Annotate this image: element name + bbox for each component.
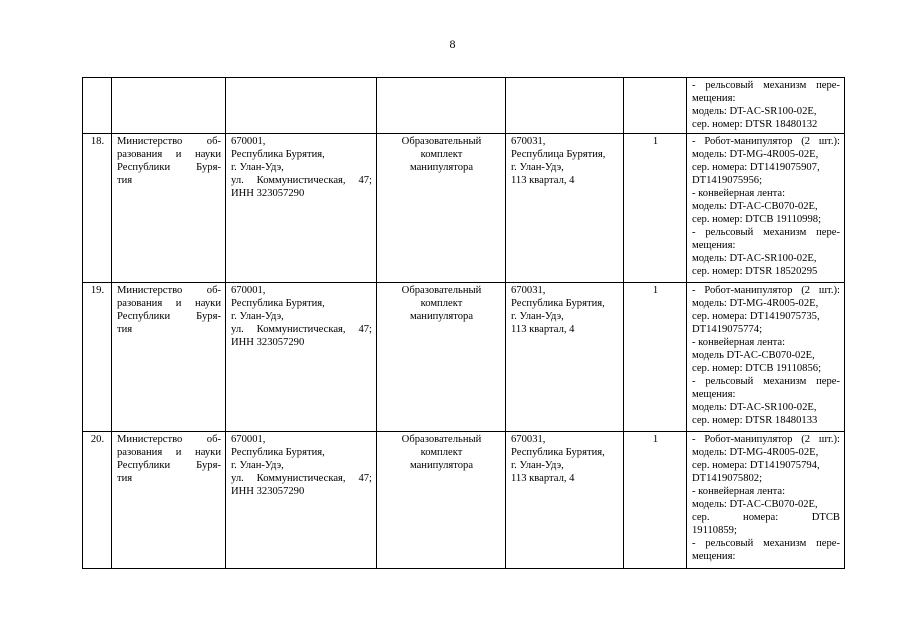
loc-line: г. Улан-Удэ, xyxy=(511,162,564,173)
loc-line: 670031, xyxy=(511,434,546,445)
item-line: комплект xyxy=(420,447,463,458)
desc-line: сер. номера: DT1419075794, xyxy=(692,460,820,471)
desc-line: мещения: xyxy=(692,551,736,562)
org-cell xyxy=(112,432,226,569)
org-line: тия xyxy=(117,175,133,186)
registry-table xyxy=(82,77,845,569)
item-line: манипулятора xyxy=(409,311,474,322)
desc-line: модель: DT-MG-4R005-02E, xyxy=(692,447,819,458)
desc-cell xyxy=(687,432,845,569)
desc-line: мещения: xyxy=(692,389,736,400)
org-line: тия xyxy=(117,324,133,335)
addr-line: ИНН 323057290 xyxy=(231,337,305,348)
desc-line: мещения: xyxy=(692,240,736,251)
desc-line: - рельсовый механизм пере- xyxy=(692,80,840,91)
row-number: 18. xyxy=(83,134,112,283)
row-number: 19. xyxy=(83,283,112,432)
desc-line: модель: DT-MG-4R005-02E, xyxy=(692,298,819,309)
org-line: Республики Буря- xyxy=(117,311,221,322)
org-line: тия xyxy=(117,473,133,484)
desc-line: модель: DT-AC-SR100-02E, xyxy=(692,402,817,413)
desc-line: мещения: xyxy=(692,93,736,104)
loc-line: 113 квартал, 4 xyxy=(511,473,575,484)
qty-cell: 1 xyxy=(624,134,687,283)
loc-cell xyxy=(506,134,624,283)
desc-line: модель: DT-AC-SR100-02E, xyxy=(692,106,817,117)
loc-line: г. Улан-Удэ, xyxy=(511,311,564,322)
desc-line: модель: DT-AC-SR100-02E, xyxy=(692,253,817,264)
addr-line: ИНН 323057290 xyxy=(231,486,305,497)
page-number: 8 xyxy=(449,37,456,51)
desc-line: сер. номер: DTSR 18480132 xyxy=(692,119,818,130)
desc-line: модель: DT-MG-4R005-02E, xyxy=(692,149,819,160)
desc-line: - рельсовый механизм пере- xyxy=(692,227,840,238)
item-cell xyxy=(377,134,506,283)
item-line: Образовательный xyxy=(401,136,482,147)
desc-line: сер. номер: DTCB 19110856; xyxy=(692,363,822,374)
item-line: Образовательный xyxy=(401,434,482,445)
org-cell xyxy=(112,78,226,134)
desc-line: DT1419075774; xyxy=(692,324,763,335)
addr-line: Республика Бурятия, xyxy=(231,298,325,309)
desc-line: сер. номер: DTCB 19110998; xyxy=(692,214,822,225)
addr-cell xyxy=(226,432,377,569)
loc-line: 670031, xyxy=(511,285,546,296)
item-line: манипулятора xyxy=(409,162,474,173)
desc-line: DT1419075802; xyxy=(692,473,763,484)
item-cell xyxy=(377,432,506,569)
addr-cell xyxy=(226,134,377,283)
org-line: Министерство об- xyxy=(117,285,221,296)
item-line: комплект xyxy=(420,298,463,309)
item-line: Образовательный xyxy=(401,285,482,296)
row-number: 20. xyxy=(83,432,112,569)
desc-line: - конвейерная лента: xyxy=(692,188,786,199)
desc-line: сер. номер: DTSR 18520295 xyxy=(692,266,818,277)
org-line: разования и науки xyxy=(117,298,221,309)
desc-line: сер. номера: DT1419075735, xyxy=(692,311,820,322)
desc-cell xyxy=(687,78,845,134)
qty-cell xyxy=(624,78,687,134)
loc-cell xyxy=(506,283,624,432)
loc-line: г. Улан-Удэ, xyxy=(511,460,564,471)
loc-line: Республика Бурятия, xyxy=(511,298,605,309)
desc-line: - Робот-манипулятор (2 шт.): xyxy=(692,434,840,445)
addr-line: г. Улан-Удэ, xyxy=(231,162,284,173)
desc-line: - рельсовый механизм пере- xyxy=(692,376,840,387)
item-line: манипулятора xyxy=(409,460,474,471)
org-line: Республики Буря- xyxy=(117,460,221,471)
addr-cell xyxy=(226,78,377,134)
addr-line: г. Улан-Удэ, xyxy=(231,311,284,322)
desc-line: - рельсовый механизм пере- xyxy=(692,538,840,549)
desc-line: сер. номера: DT1419075907, xyxy=(692,162,820,173)
item-cell xyxy=(377,283,506,432)
item-cell xyxy=(377,78,506,134)
org-cell xyxy=(112,283,226,432)
addr-cell xyxy=(226,283,377,432)
addr-line: 670001, xyxy=(231,136,266,147)
org-line: разования и науки xyxy=(117,149,221,160)
addr-line: Республика Бурятия, xyxy=(231,447,325,458)
addr-line: г. Улан-Удэ, xyxy=(231,460,284,471)
org-cell xyxy=(112,134,226,283)
table-row xyxy=(83,432,845,569)
desc-line: сер. номер: DTSR 18480133 xyxy=(692,415,818,426)
loc-line: Республица Бурятия, xyxy=(511,149,606,160)
desc-cell xyxy=(687,134,845,283)
desc-line: DT1419075956; xyxy=(692,175,763,186)
addr-line: ул. Коммунистическая, 47; xyxy=(231,175,372,186)
org-line: Республики Буря- xyxy=(117,162,221,173)
desc-line: - конвейерная лента: xyxy=(692,337,786,348)
desc-cell xyxy=(687,283,845,432)
table-row xyxy=(83,134,845,283)
desc-line: модель: DT-AC-CB070-02E, xyxy=(692,499,818,510)
addr-line: ИНН 323057290 xyxy=(231,188,305,199)
desc-line: модель DT-AC-CB070-02E, xyxy=(692,350,815,361)
loc-cell xyxy=(506,78,624,134)
org-line: разования и науки xyxy=(117,447,221,458)
addr-line: 670001, xyxy=(231,285,266,296)
addr-line: ул. Коммунистическая, 47; xyxy=(231,324,372,335)
org-line: Министерство об- xyxy=(117,136,221,147)
addr-line: ул. Коммунистическая, 47; xyxy=(231,473,372,484)
org-line: Министерство об- xyxy=(117,434,221,445)
qty-cell: 1 xyxy=(624,432,687,569)
loc-line: Республика Бурятия, xyxy=(511,447,605,458)
item-line: комплект xyxy=(420,149,463,160)
loc-cell xyxy=(506,432,624,569)
addr-line: Республика Бурятия, xyxy=(231,149,325,160)
addr-line: 670001, xyxy=(231,434,266,445)
desc-line: сер. номера: DTCB xyxy=(692,512,840,523)
desc-line: - Робот-манипулятор (2 шт.): xyxy=(692,285,840,296)
desc-line: - конвейерная лента: xyxy=(692,486,786,497)
desc-line: 19110859; xyxy=(692,525,737,536)
table-row xyxy=(83,78,845,134)
qty-cell: 1 xyxy=(624,283,687,432)
num-cell xyxy=(83,78,112,134)
table-row xyxy=(83,283,845,432)
loc-line: 670031, xyxy=(511,136,546,147)
desc-line: - Робот-манипулятор (2 шт.): xyxy=(692,136,840,147)
loc-line: 113 квартал, 4 xyxy=(511,175,575,186)
loc-line: 113 квартал, 4 xyxy=(511,324,575,335)
desc-line: модель: DT-AC-CB070-02E, xyxy=(692,201,818,212)
